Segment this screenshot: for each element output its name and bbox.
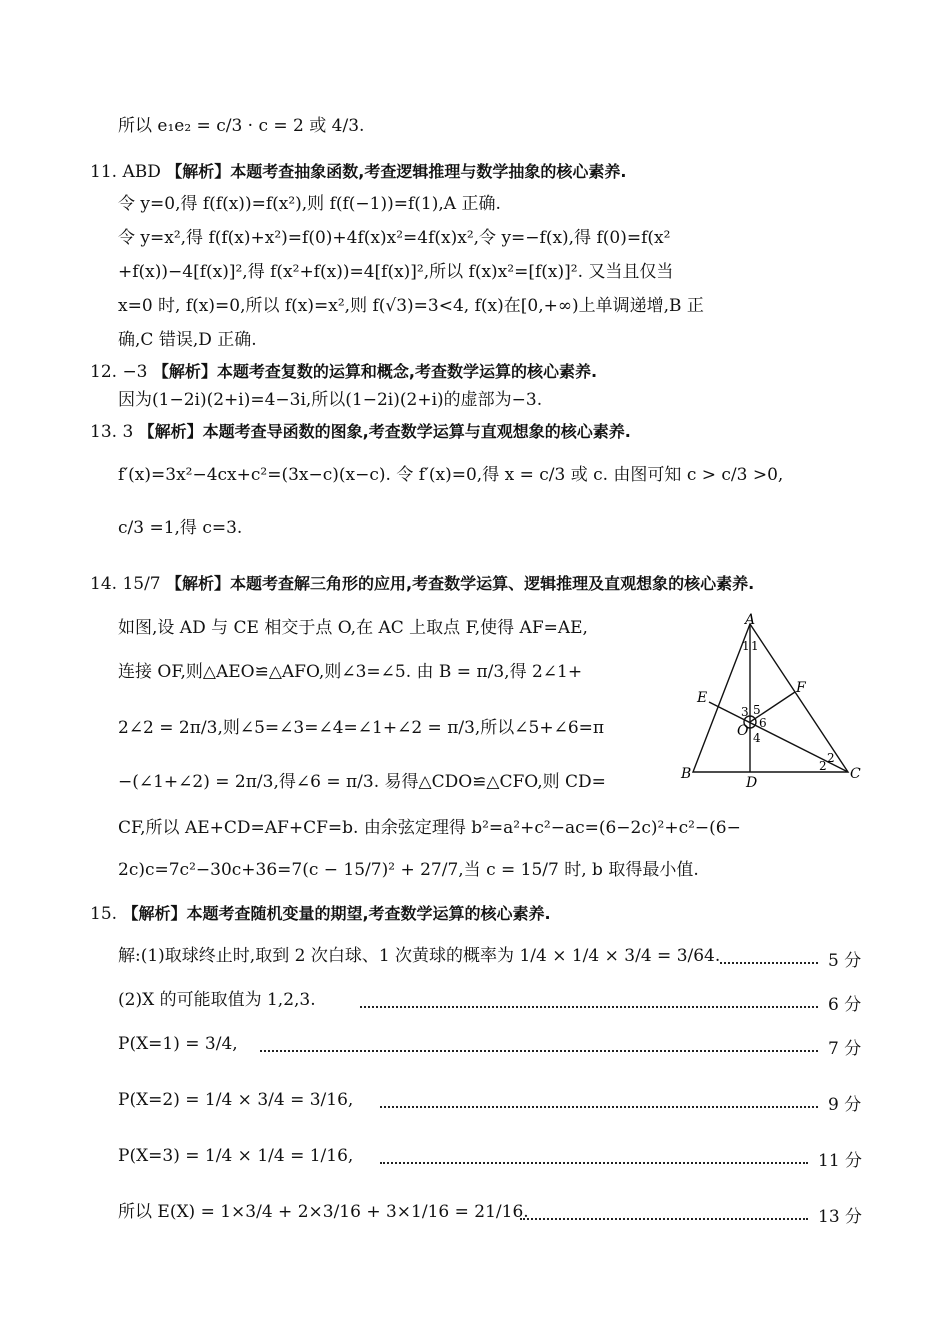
q14-header (90, 574, 754, 594)
angle-2-top: 2 (827, 751, 835, 765)
q15-score-6: 13 分 (818, 1207, 863, 1227)
q14-line-4: −(∠1+∠2) = 2π/3,得∠6 = π/3. 易得△CDO≌△CFO,则 CD= (118, 772, 606, 792)
q15-score-1: 5 分 (828, 951, 862, 971)
q15-line-2: (2)X 的可能取值为 1,2,3. (118, 990, 316, 1010)
q13-answer: 13. 3 (90, 422, 134, 442)
q14-analysis-tag: 【解析】本题考查解三角形的应用,考查数学运算、逻辑推理及直观想象的核心素养. (166, 574, 755, 593)
label-c: C (850, 766, 861, 782)
q14-line-3: 2∠2 = 2π/3,则∠5=∠3=∠4=∠1+∠2 = π/3,所以∠5+∠6=π (118, 718, 605, 738)
q12-answer: 12. −3 (90, 362, 148, 382)
q15-line-4: P(X=2) = 1/4 × 3/4 = 3/16, (118, 1090, 354, 1110)
angle-3: 3 (741, 705, 749, 719)
q14-answer: 14. 15/7 (90, 574, 161, 594)
q13-line-2: c/3 =1,得 c=3. (118, 518, 243, 538)
q14-line-5: CF,所以 AE+CD=AF+CF=b. 由余弦定理得 b²=a²+c²−ac=(6−2c)²+c²−(6− (118, 818, 741, 838)
label-f: F (796, 680, 806, 696)
q14-line-6: 2c)c=7c²−30c+36=7(c − 15/7)² + 27/7,当 c = 15/7 时, b 取得最小值. (118, 860, 699, 880)
label-o: O (737, 723, 749, 739)
q15-leader-2 (360, 1006, 818, 1008)
q15-score-3: 7 分 (828, 1039, 862, 1059)
angle-6: 6 (759, 716, 767, 730)
q15-leader-6 (520, 1218, 808, 1220)
q15-leader-5 (380, 1162, 808, 1164)
label-b: B (681, 766, 692, 782)
triangle-abc (693, 624, 848, 772)
angle-4: 4 (753, 731, 761, 745)
q13-analysis-tag: 【解析】本题考查导函数的图象,考查数学运算与直观想象的核心素养. (138, 422, 631, 441)
label-a: A (745, 612, 756, 628)
angle-1-right: 1 (751, 639, 759, 653)
q15-line-1: 解:(1)取球终止时,取到 2 次白球、1 次黄球的概率为 1/4 × 1/4 × 3/4 = 3/64. (118, 946, 721, 966)
q15-score-2: 6 分 (828, 995, 862, 1015)
q11-line-3: +f(x))−4[f(x)]²,得 f(x²+f(x))=4[f(x)]²,所以 f(x)x²=[f(x)]². 又当且仅当 (118, 262, 674, 282)
q15-analysis-tag: 【解析】本题考查随机变量的期望,考查数学运算的核心素养. (122, 904, 551, 923)
label-d: D (746, 775, 758, 791)
q15-number: 15. (90, 904, 118, 924)
q11-line-1: 令 y=0,得 f(f(x))=f(x²),则 f(f(−1))=f(1),A 正确. (118, 194, 501, 214)
q14-line-1: 如图,设 AD 与 CE 相交于点 O,在 AC 上取点 F,使得 AF=AE, (118, 618, 588, 638)
q11-line-5: 确,C 错误,D 正确. (118, 330, 257, 350)
q15-line-6: 所以 E(X) = 1×3/4 + 2×3/16 + 3×1/16 = 21/16. (118, 1202, 529, 1222)
q15-line-3: P(X=1) = 3/4, (118, 1034, 238, 1054)
q11-line-2: 令 y=x²,得 f(f(x)+x²)=f(0)+4f(x)x²=4f(x)x²,令 y=−f(x),得 f(0)=f(x² (118, 228, 671, 248)
q15-score-4: 9 分 (828, 1095, 862, 1115)
q12-header (90, 362, 597, 382)
q13-header (90, 422, 631, 442)
angle-1-left: 1 (742, 639, 750, 653)
label-e: E (697, 690, 708, 706)
q12-analysis-tag: 【解析】本题考查复数的运算和概念,考查数学运算的核心素养. (152, 362, 598, 381)
q14-line-2: 连接 OF,则△AEO≌△AFO,则∠3=∠5. 由 B = π/3,得 2∠1+ (118, 662, 583, 682)
q11-header (90, 162, 626, 182)
q15-line-5: P(X=3) = 1/4 × 1/4 = 1/16, (118, 1146, 354, 1166)
q15-leader-1 (720, 962, 818, 964)
angle-2-bottom: 2 (819, 759, 827, 773)
q11-answer: 11. ABD (90, 162, 161, 182)
q12-line-1: 因为(1−2i)(2+i)=4−3i,所以(1−2i)(2+i)的虚部为−3. (118, 390, 543, 410)
q15-leader-3 (260, 1050, 818, 1052)
q15-leader-4 (380, 1106, 818, 1108)
q13-line-1: f′(x)=3x²−4cx+c²=(3x−c)(x−c). 令 f′(x)=0,得 x = c/3 或 c. 由图可知 c > c/3 >0, (118, 465, 784, 485)
q11-line-4: x=0 时, f(x)=0,所以 f(x)=x²,则 f(√3)=3<4, f(x)在[0,+∞)上单调递增,B 正 (118, 296, 704, 316)
q11-analysis-tag: 【解析】本题考查抽象函数,考查逻辑推理与数学抽象的核心素养. (166, 162, 627, 181)
q15-score-5: 11 分 (818, 1151, 863, 1171)
triangle-figure (655, 612, 870, 797)
angle-5: 5 (753, 703, 761, 717)
q10-conclusion: 所以 e₁e₂ = c/3 · c = 2 或 4/3. (118, 116, 365, 136)
q15-header (90, 904, 551, 924)
